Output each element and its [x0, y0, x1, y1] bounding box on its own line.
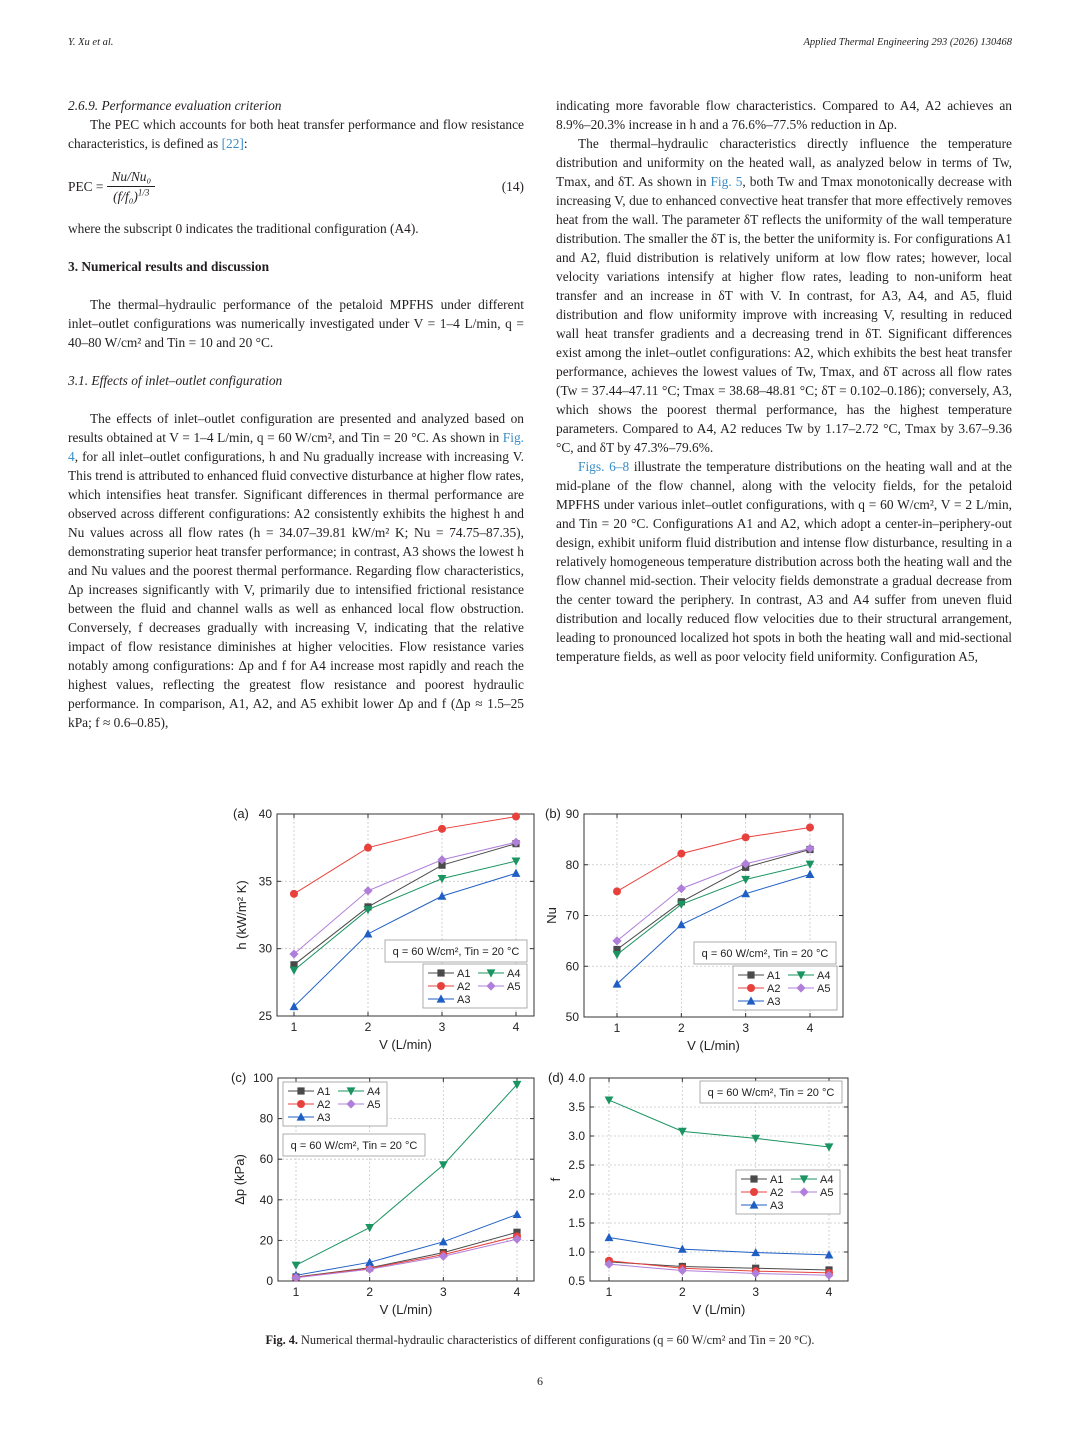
figure-4-charts — [0, 800, 1080, 1340]
svg-text:A4: A4 — [817, 970, 831, 982]
svg-text:3: 3 — [742, 1021, 750, 1035]
svg-text:50: 50 — [565, 1010, 579, 1024]
equation-exponent: 1/3 — [137, 187, 150, 198]
equation-number: (14) — [501, 178, 524, 194]
svg-text:A2: A2 — [767, 983, 781, 995]
running-header-journal: Applied Thermal Engineering 293 (2026) 130468 — [803, 37, 1012, 48]
svg-text:3.0: 3.0 — [568, 1129, 585, 1143]
page-number: 6 — [537, 1374, 543, 1388]
svg-text:A5: A5 — [507, 981, 521, 993]
svg-text:A1: A1 — [457, 968, 471, 980]
svg-text:A4: A4 — [507, 968, 521, 980]
subsection-heading-3-1: 3.1. Effects of inlet–outlet configuration — [68, 373, 283, 388]
svg-text:35: 35 — [258, 874, 272, 889]
svg-text:2: 2 — [678, 1285, 686, 1299]
svg-text:A5: A5 — [367, 1099, 381, 1111]
pec-intro-paragraph — [68, 115, 524, 153]
svg-text:A1: A1 — [317, 1086, 331, 1098]
svg-text:2: 2 — [364, 1020, 372, 1034]
chart-panel-d — [548, 1070, 848, 1317]
svg-text:A1: A1 — [770, 1174, 784, 1186]
continued-paragraph: indicating more favorable flow characteristics. Compared to A4, A2 achieves an 8.9%–20.3% increase in h and a 76.6%–77.5% reduction in Δp. — [556, 98, 1012, 132]
svg-text:A4: A4 — [820, 1174, 834, 1186]
para-text: , for all inlet–outlet configurations, h and Nu gradually increase with increasing V. This trend is attributed to enhanced fluid convective disturbance at higher flow rates, which intensifies heat transfer. Significant differences in thermal performance are observed across different configurations: A2 consistently exhibits the highest h and Nu values across all flow rates (h = 34.07–39.81 kW/m² K; Nu = 74.75–87.35), demonstrating superior heat transfer performance; in contrast, A3 shows the lowest h and Nu values and the poorest thermal performance. Regarding flow characteristics, Δp increases significantly with V, primarily due to intensified frictional resistance between the fluid and channel walls as well as enhanced local flow obstruction. Conversely, f decreases gradually with increasing V, indicating that the relative impact of flow resistance diminishes at higher velocities. Flow resistance varies notably among configurations: Δp and f for A4 increase most rapidly and reach the highest values, reflecting the greatest flow resistance and poorest hydraulic performance. In comparison, A1, A2, and A5 exhibit lower Δp and f (Δp ≈ 1.5–25 kPa; f ≈ 0.6–0.85), — [68, 449, 524, 730]
chart-panel-c — [231, 1070, 534, 1317]
svg-text:A3: A3 — [457, 994, 471, 1006]
svg-text:V (L/min): V (L/min) — [379, 1037, 432, 1052]
svg-text:2: 2 — [366, 1285, 374, 1299]
right-column — [556, 96, 1012, 666]
svg-text:(d): (d) — [548, 1070, 564, 1085]
svg-text:60: 60 — [565, 959, 579, 974]
svg-text:q = 60 W/cm², Tin = 20 °C: q = 60 W/cm², Tin = 20 °C — [290, 1140, 418, 1152]
left-column — [68, 96, 524, 732]
svg-text:(c): (c) — [231, 1070, 247, 1085]
para-text: The effects of inlet–outlet configuration are presented and analyzed based on results obtained at V = 1–4 L/min, q = 60 W/cm², and Tin = 20 °C. As shown in — [68, 411, 524, 445]
svg-text:A2: A2 — [457, 981, 471, 993]
svg-text:60: 60 — [259, 1152, 273, 1167]
running-header-authors: Y. Xu et al. — [68, 37, 114, 48]
svg-text:(b): (b) — [545, 806, 561, 821]
svg-text:4: 4 — [513, 1285, 521, 1299]
svg-text:1: 1 — [605, 1285, 613, 1299]
chart-panel-b — [544, 806, 843, 1053]
svg-text:(a): (a) — [233, 806, 249, 821]
equation-denominator — [113, 187, 149, 206]
caption-text: Numerical thermal-hydraulic characteristics of different configurations (q = 60 W/cm² and Tin = 20 °C). — [297, 1333, 815, 1347]
temperature-paragraph — [556, 134, 1012, 457]
svg-text:V (L/min): V (L/min) — [379, 1302, 433, 1317]
svg-text:4: 4 — [806, 1021, 814, 1035]
svg-text:80: 80 — [259, 1111, 273, 1126]
svg-text:V (L/min): V (L/min) — [692, 1302, 746, 1317]
equation-body — [68, 167, 155, 206]
svg-text:3: 3 — [439, 1285, 447, 1299]
figs-6-8-link[interactable]: Figs. 6–8 — [578, 459, 630, 474]
svg-text:100: 100 — [252, 1071, 273, 1085]
para-text: illustrate the temperature distributions on the heating wall and at the mid-plane of the flow channel, along with the velocity fields, for the petaloid MPFHS under various inlet–outlet configurations, with q = 60 W/cm², V = 2 L/min, and Tin = 20 °C. Configurations A1 and A2, which adopt a center-in–periphery-out design, exhibit uniform fluid distribution and intense flow disturbance, resulting in a relatively homogeneous temperature distribution across both the heating wall and the flow channel mid-section. Their velocity fields demonstrate a gradual decrease from the center toward the periphery. In contrast, A3 and A4 suffer from uneven fluid distribution and locally reduced flow velocities due to their structural arrangement, leading to pronounced localized hot spots in both the heating wall and mid-sectional temperature fields, as well as poor velocity field uniformity. Configuration A5, — [556, 459, 1013, 664]
svg-text:30: 30 — [258, 941, 272, 956]
svg-text:4.0: 4.0 — [568, 1071, 585, 1085]
svg-text:0.5: 0.5 — [568, 1274, 585, 1288]
svg-text:A5: A5 — [820, 1187, 834, 1199]
svg-text:h (kW/m² K): h (kW/m² K) — [234, 880, 249, 950]
fig-4-link[interactable]: Fig. 4 — [68, 430, 524, 464]
svg-text:A3: A3 — [770, 1200, 784, 1212]
svg-text:4: 4 — [825, 1285, 833, 1299]
svg-text:1: 1 — [292, 1285, 300, 1299]
svg-text:2: 2 — [677, 1021, 685, 1035]
svg-text:q = 60 W/cm², Tin = 20 °C: q = 60 W/cm², Tin = 20 °C — [707, 1087, 835, 1099]
svg-text:1.5: 1.5 — [568, 1216, 585, 1230]
svg-text:A4: A4 — [367, 1086, 381, 1098]
svg-text:1: 1 — [290, 1020, 298, 1034]
section-3-paragraph: The thermal–hydraulic performance of the petaloid MPFHS under different inlet–outlet configurations was numerically investigated under V = 1–4 L/min, q = 40–80 W/cm² and Tin = 10 and 20 °C. — [68, 297, 524, 350]
para-text: , both Tw and Tmax monotonically decrease with increasing V, due to enhanced convective heat transfer that more effectively removes heat from the wall. The parameter δT reflects the uniformity of the wall temperature distribution. The smaller the δT is, the better the uniformity is. For configurations A1 and A2, fluid distribution is relatively uniform at low flow rates; however, local velocity variations intensify at higher flow rates, leading to non-uniform heat transfer and an increase in δT with V. In contrast, for A3, A4, and A5, fluid distribution and flow uniformity improve with increasing V, resulting in reduced wall heat transfer gradients and a decreasing trend in δT. Significant differences exist among the inlet–outlet configurations: A2, which exhibits the best heat transfer performance, achieves the lowest values of Tw, Tmax, and δT across all flow rates (Tw = 37.44–47.11 °C; Tmax = 38.68–48.81 °C; δT = 0.102–0.186); conversely, A3, which shows the poorest thermal performance, has the highest temperature parameters. Compared to A4, A2 reduces Tw by 1.17–2.72 °C, Tmax by 3.67–9.36 °C, and δT by 47.3%–79.6%. — [556, 174, 1012, 455]
svg-text:A3: A3 — [317, 1112, 331, 1124]
svg-text:V (L/min): V (L/min) — [687, 1038, 740, 1053]
caption-label: Fig. 4. — [265, 1333, 298, 1347]
svg-text:A1: A1 — [767, 970, 781, 982]
svg-text:70: 70 — [565, 908, 579, 923]
equation-14 — [68, 165, 524, 207]
equation-lhs: PEC = — [68, 178, 104, 194]
svg-text:90: 90 — [565, 807, 579, 821]
svg-text:4: 4 — [512, 1020, 520, 1034]
svg-text:1.0: 1.0 — [568, 1245, 585, 1259]
svg-text:Nu: Nu — [544, 907, 559, 924]
svg-text:40: 40 — [258, 807, 272, 821]
svg-text:A2: A2 — [317, 1099, 331, 1111]
figure-caption — [0, 1333, 1080, 1348]
figs-6-8-paragraph — [556, 457, 1012, 666]
svg-text:0: 0 — [266, 1274, 273, 1288]
svg-text:3.5: 3.5 — [568, 1100, 585, 1114]
equation-fraction — [107, 167, 155, 206]
section-3-heading: 3. Numerical results and discussion — [68, 259, 270, 274]
subsection-heading-2-6-9: 2.6.9. Performance evaluation criterion — [68, 98, 282, 113]
svg-text:25: 25 — [258, 1009, 272, 1023]
svg-text:80: 80 — [565, 857, 579, 872]
svg-text:A3: A3 — [767, 996, 781, 1008]
equation-numerator: Nu/Nu₀ — [107, 167, 155, 187]
section-3-1-paragraph — [68, 409, 524, 732]
svg-text:A5: A5 — [817, 983, 831, 995]
fig-5-link[interactable]: Fig. 5 — [710, 174, 743, 189]
citation-link-22[interactable]: [22] — [221, 136, 244, 151]
chart-panel-a — [233, 806, 534, 1052]
svg-text:q = 60 W/cm², Tin = 20 °C: q = 60 W/cm², Tin = 20 °C — [392, 946, 520, 958]
figure-4 — [0, 800, 1080, 1340]
svg-text:40: 40 — [259, 1192, 273, 1207]
pec-intro-end: : — [243, 136, 248, 151]
svg-text:20: 20 — [259, 1233, 273, 1248]
svg-text:2.0: 2.0 — [568, 1187, 585, 1201]
svg-text:Δp (kPa): Δp (kPa) — [232, 1154, 247, 1205]
svg-text:A2: A2 — [770, 1187, 784, 1199]
equation-denominator-base: (f/f₀) — [113, 188, 138, 204]
svg-text:f: f — [548, 1177, 563, 1182]
para-text: The thermal–hydraulic characteristics directly influence the temperature distribution and uniformity on the heated wall, as analyzed below in terms of Tw, Tmax, and δT. As shown in — [556, 136, 1012, 189]
svg-text:2.5: 2.5 — [568, 1158, 585, 1172]
svg-text:1: 1 — [613, 1021, 621, 1035]
pec-intro-text: The PEC which accounts for both heat transfer performance and flow resistance characteristics, is defined as — [68, 117, 524, 151]
subscript-note: where the subscript 0 indicates the traditional configuration (A4). — [68, 221, 419, 236]
svg-text:3: 3 — [438, 1020, 446, 1034]
svg-text:3: 3 — [752, 1285, 760, 1299]
svg-text:q = 60 W/cm², Tin = 20 °C: q = 60 W/cm², Tin = 20 °C — [701, 948, 829, 960]
